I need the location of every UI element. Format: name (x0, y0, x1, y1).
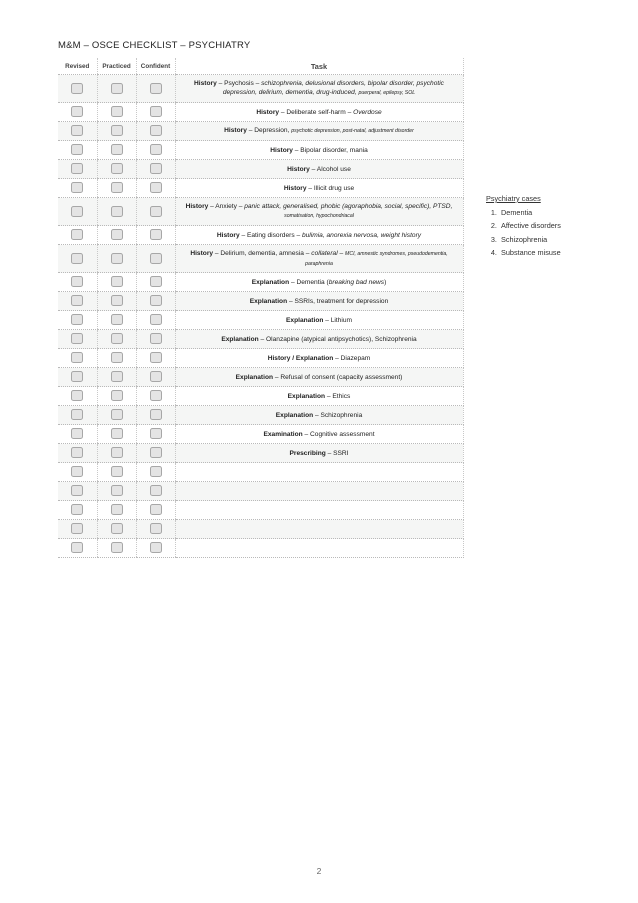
task-category: History (256, 108, 280, 116)
sidebar-title: Psychiatry cases (486, 194, 541, 203)
practiced-cell (97, 520, 136, 539)
practiced-checkbox[interactable] (111, 466, 123, 477)
task-text: – Depression, (246, 127, 292, 134)
task-text: ) (384, 278, 387, 286)
task-cell (175, 482, 463, 501)
sidebar-cases (486, 194, 561, 261)
task-text: bulimia, anorexia nervosa, weight history (301, 231, 422, 239)
practiced-checkbox[interactable] (111, 206, 123, 217)
case-item: 4. Substance misuse (499, 248, 561, 257)
revised-cell (58, 520, 97, 539)
revised-checkbox[interactable] (71, 125, 83, 136)
task-text: – Cognitive assessment (302, 430, 375, 438)
revised-checkbox[interactable] (71, 409, 83, 420)
task-category: Explanation (221, 335, 259, 343)
task-cell (175, 330, 463, 349)
practiced-checkbox[interactable] (111, 253, 123, 264)
table-row (58, 122, 463, 141)
revised-cell (58, 330, 97, 349)
revised-cell (58, 406, 97, 425)
table-row (58, 463, 463, 482)
task-text: – Schizophrenia (313, 411, 363, 419)
confident-checkbox[interactable] (150, 390, 162, 401)
table-row (58, 311, 463, 330)
task-category: History (287, 165, 310, 173)
confident-cell (136, 482, 175, 501)
practiced-cell (97, 349, 136, 368)
practiced-cell (97, 160, 136, 179)
task-text: – Deliberate self-harm – (279, 108, 354, 116)
task-cell (175, 387, 463, 406)
case-item: 2. Affective disorders (499, 221, 561, 230)
confident-checkbox[interactable] (150, 125, 162, 136)
table-row (58, 520, 463, 539)
practiced-cell (97, 311, 136, 330)
task-text: – Olanzapine (atypical antipsychotics), Schizophrenia (258, 335, 417, 343)
task-cell (175, 141, 463, 160)
case-list (486, 208, 561, 257)
task-category: Prescribing (289, 449, 326, 457)
practiced-cell (97, 406, 136, 425)
task-category: Explanation (286, 316, 324, 324)
confident-cell (136, 141, 175, 160)
confident-checkbox[interactable] (150, 466, 162, 477)
revised-cell (58, 198, 97, 226)
confident-cell (136, 444, 175, 463)
task-category: History (283, 184, 307, 192)
task-cell (175, 179, 463, 198)
revised-checkbox[interactable] (71, 206, 83, 217)
practiced-checkbox[interactable] (111, 314, 123, 325)
task-cell (175, 501, 463, 520)
practiced-checkbox[interactable] (111, 371, 123, 382)
table-row (58, 292, 463, 311)
practiced-checkbox[interactable] (111, 83, 123, 94)
task-cell (175, 273, 463, 292)
confident-cell (136, 160, 175, 179)
table-row (58, 501, 463, 520)
confident-checkbox[interactable] (150, 144, 162, 155)
revised-checkbox[interactable] (71, 504, 83, 515)
revised-cell (58, 311, 97, 330)
revised-cell (58, 349, 97, 368)
task-text: psychotic depression, post-natal, adjustment disorder (291, 128, 414, 134)
practiced-checkbox[interactable] (111, 163, 123, 174)
practiced-cell (97, 141, 136, 160)
table-row (58, 444, 463, 463)
practiced-cell (97, 75, 136, 103)
task-cell (175, 425, 463, 444)
confident-checkbox[interactable] (150, 523, 162, 534)
practiced-cell (97, 226, 136, 245)
practiced-cell (97, 387, 136, 406)
table-row (58, 330, 463, 349)
confident-cell (136, 273, 175, 292)
task-text: schizophrenia, delusional disorders, bipolar disorder, psychotic depression, delirium, dementia, drug-induced, (222, 80, 444, 96)
confident-cell (136, 425, 175, 444)
checklist-table (58, 58, 464, 558)
task-cell (175, 245, 463, 273)
table-row (58, 103, 463, 122)
confident-cell (136, 349, 175, 368)
task-category: Explanation (251, 278, 290, 286)
revised-cell (58, 463, 97, 482)
column-header-revised: Revised (58, 58, 97, 75)
confident-cell (136, 520, 175, 539)
revised-checkbox[interactable] (71, 276, 83, 287)
practiced-cell (97, 198, 136, 226)
practiced-cell (97, 501, 136, 520)
task-text: – Ethics (325, 392, 351, 400)
task-category: History (194, 80, 217, 87)
practiced-checkbox[interactable] (111, 523, 123, 534)
confident-checkbox[interactable] (150, 229, 162, 240)
column-header-practiced: Practiced (97, 58, 136, 75)
revised-checkbox[interactable] (71, 542, 83, 553)
practiced-checkbox[interactable] (111, 106, 123, 117)
table-row (58, 245, 463, 273)
confident-checkbox[interactable] (150, 206, 162, 217)
confident-checkbox[interactable] (150, 333, 162, 344)
practiced-checkbox[interactable] (111, 504, 123, 515)
confident-checkbox[interactable] (150, 371, 162, 382)
practiced-cell (97, 444, 136, 463)
practiced-checkbox[interactable] (111, 125, 123, 136)
practiced-cell (97, 245, 136, 273)
practiced-checkbox[interactable] (111, 390, 123, 401)
practiced-checkbox[interactable] (111, 447, 123, 458)
task-text: – Dementia ( (289, 278, 329, 286)
revised-cell (58, 75, 97, 103)
table-row (58, 198, 463, 226)
revised-checkbox[interactable] (71, 333, 83, 344)
task-text: – Eating disorders – (239, 231, 302, 239)
table-row (58, 179, 463, 198)
confident-cell (136, 539, 175, 558)
confident-cell (136, 330, 175, 349)
task-cell (175, 198, 463, 226)
task-text: – Anxiety – (208, 203, 245, 210)
revised-checkbox[interactable] (71, 295, 83, 306)
task-text: puerperal, epilepsy, SOL (358, 90, 416, 96)
confident-checkbox[interactable] (150, 182, 162, 193)
practiced-cell (97, 179, 136, 198)
task-text: – Diazepam (333, 354, 371, 362)
task-cell (175, 520, 463, 539)
task-cell (175, 463, 463, 482)
revised-checkbox[interactable] (71, 83, 83, 94)
practiced-cell (97, 425, 136, 444)
task-cell (175, 368, 463, 387)
practiced-checkbox[interactable] (111, 542, 123, 553)
task-cell (175, 75, 463, 103)
revised-checkbox[interactable] (71, 144, 83, 155)
revised-cell (58, 368, 97, 387)
confident-cell (136, 245, 175, 273)
table-row (58, 368, 463, 387)
confident-checkbox[interactable] (150, 485, 162, 496)
task-text: – SSRIs, treatment for depression (287, 297, 389, 305)
table-row (58, 387, 463, 406)
table-row (58, 141, 463, 160)
column-header-confident: Confident (136, 58, 175, 75)
revised-cell (58, 141, 97, 160)
task-text: – Lithium (323, 316, 352, 324)
confident-cell (136, 501, 175, 520)
task-cell (175, 539, 463, 558)
task-text: – Delirium, dementia, amnesia – (213, 249, 312, 257)
table-row (58, 160, 463, 179)
page-number: 2 (316, 866, 322, 876)
task-cell (175, 103, 463, 122)
table-row (58, 482, 463, 501)
revised-cell (58, 539, 97, 558)
task-text: – Illicit drug use (306, 184, 355, 192)
header-row (58, 58, 463, 75)
revised-cell (58, 292, 97, 311)
task-category: History (216, 231, 240, 239)
practiced-cell (97, 273, 136, 292)
revised-checkbox[interactable] (71, 106, 83, 117)
task-category: Explanation (287, 392, 326, 400)
practiced-cell (97, 463, 136, 482)
task-category: Explanation (275, 411, 314, 419)
confident-cell (136, 311, 175, 330)
table-row (58, 75, 463, 103)
confident-checkbox[interactable] (150, 428, 162, 439)
table-row (58, 406, 463, 425)
practiced-cell (97, 103, 136, 122)
page-title: M&M – OSCE CHECKLIST – PSYCHIATRY (58, 40, 251, 51)
confident-checkbox[interactable] (150, 504, 162, 515)
table-row (58, 273, 463, 292)
practiced-cell (97, 292, 136, 311)
practiced-cell (97, 122, 136, 141)
revised-cell (58, 273, 97, 292)
task-text: – Alcohol use (309, 165, 351, 173)
confident-cell (136, 122, 175, 141)
task-cell (175, 311, 463, 330)
practiced-cell (97, 368, 136, 387)
task-cell (175, 226, 463, 245)
revised-checkbox[interactable] (71, 314, 83, 325)
revised-cell (58, 226, 97, 245)
practiced-cell (97, 539, 136, 558)
confident-cell (136, 226, 175, 245)
case-item: 1. Dementia (499, 208, 561, 217)
confident-cell (136, 463, 175, 482)
practiced-checkbox[interactable] (111, 352, 123, 363)
task-text: – Psychosis – (216, 80, 262, 87)
practiced-checkbox[interactable] (111, 409, 123, 420)
revised-cell (58, 122, 97, 141)
task-text: panic attack, generalised, phobic (agoraphobia, social, specific), PTSD, (244, 203, 453, 210)
practiced-checkbox[interactable] (111, 144, 123, 155)
task-cell (175, 122, 463, 141)
task-cell (175, 160, 463, 179)
revised-cell (58, 103, 97, 122)
practiced-cell (97, 482, 136, 501)
case-item: 3. Schizophrenia (499, 235, 561, 244)
task-category: Explanation (235, 373, 273, 381)
revised-checkbox[interactable] (71, 485, 83, 496)
confident-checkbox[interactable] (150, 409, 162, 420)
task-text: breaking bad news (328, 278, 385, 286)
revised-cell (58, 482, 97, 501)
confident-checkbox[interactable] (150, 106, 162, 117)
task-text: Overdose (353, 108, 382, 116)
task-text: – Refusal of consent (capacity assessment) (273, 373, 403, 381)
confident-checkbox[interactable] (150, 447, 162, 458)
practiced-checkbox[interactable] (111, 182, 123, 193)
table-row (58, 349, 463, 368)
task-text: – SSRI (325, 449, 349, 457)
practiced-checkbox[interactable] (111, 229, 123, 240)
task-category: History (270, 146, 293, 154)
revised-checkbox[interactable] (71, 352, 83, 363)
revised-checkbox[interactable] (71, 523, 83, 534)
revised-cell (58, 179, 97, 198)
task-text: somatisation, hypochondriacal (284, 213, 354, 219)
confident-checkbox[interactable] (150, 276, 162, 287)
practiced-cell (97, 330, 136, 349)
confident-checkbox[interactable] (150, 542, 162, 553)
checklist-rows (58, 75, 463, 558)
confident-cell (136, 103, 175, 122)
revised-checkbox[interactable] (71, 182, 83, 193)
task-category: History (190, 249, 214, 257)
confident-cell (136, 387, 175, 406)
task-cell (175, 444, 463, 463)
revised-checkbox[interactable] (71, 447, 83, 458)
practiced-checkbox[interactable] (111, 428, 123, 439)
confident-cell (136, 179, 175, 198)
task-text: – Bipolar disorder, mania (292, 146, 368, 154)
revised-checkbox[interactable] (71, 466, 83, 477)
revised-checkbox[interactable] (71, 253, 83, 264)
confident-checkbox[interactable] (150, 163, 162, 174)
task-cell (175, 406, 463, 425)
task-text: – (337, 249, 345, 257)
revised-checkbox[interactable] (71, 428, 83, 439)
revised-cell (58, 245, 97, 273)
confident-checkbox[interactable] (150, 253, 162, 264)
table-row (58, 539, 463, 558)
task-category: History / Explanation (267, 354, 334, 362)
confident-checkbox[interactable] (150, 295, 162, 306)
table-row (58, 226, 463, 245)
revised-checkbox[interactable] (71, 371, 83, 382)
confident-cell (136, 198, 175, 226)
confident-checkbox[interactable] (150, 83, 162, 94)
confident-cell (136, 75, 175, 103)
task-text: collateral (311, 249, 338, 257)
task-text: MCI, amnestic syndromes, pseudodementia, paraphrenia (305, 250, 448, 267)
revised-cell (58, 444, 97, 463)
revised-checkbox[interactable] (71, 163, 83, 174)
task-category: Examination (263, 430, 303, 438)
confident-cell (136, 406, 175, 425)
task-category: History (185, 203, 209, 210)
confident-cell (136, 292, 175, 311)
confident-cell (136, 368, 175, 387)
practiced-checkbox[interactable] (111, 485, 123, 496)
confident-checkbox[interactable] (150, 314, 162, 325)
revised-cell (58, 160, 97, 179)
table-row (58, 425, 463, 444)
practiced-checkbox[interactable] (111, 295, 123, 306)
task-cell (175, 349, 463, 368)
confident-checkbox[interactable] (150, 352, 162, 363)
practiced-checkbox[interactable] (111, 276, 123, 287)
task-category: Explanation (249, 297, 288, 305)
revised-cell (58, 425, 97, 444)
column-header-task: Task (175, 58, 463, 75)
revised-cell (58, 501, 97, 520)
task-cell (175, 292, 463, 311)
revised-checkbox[interactable] (71, 390, 83, 401)
revised-cell (58, 387, 97, 406)
revised-checkbox[interactable] (71, 229, 83, 240)
task-category: History (224, 127, 247, 134)
practiced-checkbox[interactable] (111, 333, 123, 344)
